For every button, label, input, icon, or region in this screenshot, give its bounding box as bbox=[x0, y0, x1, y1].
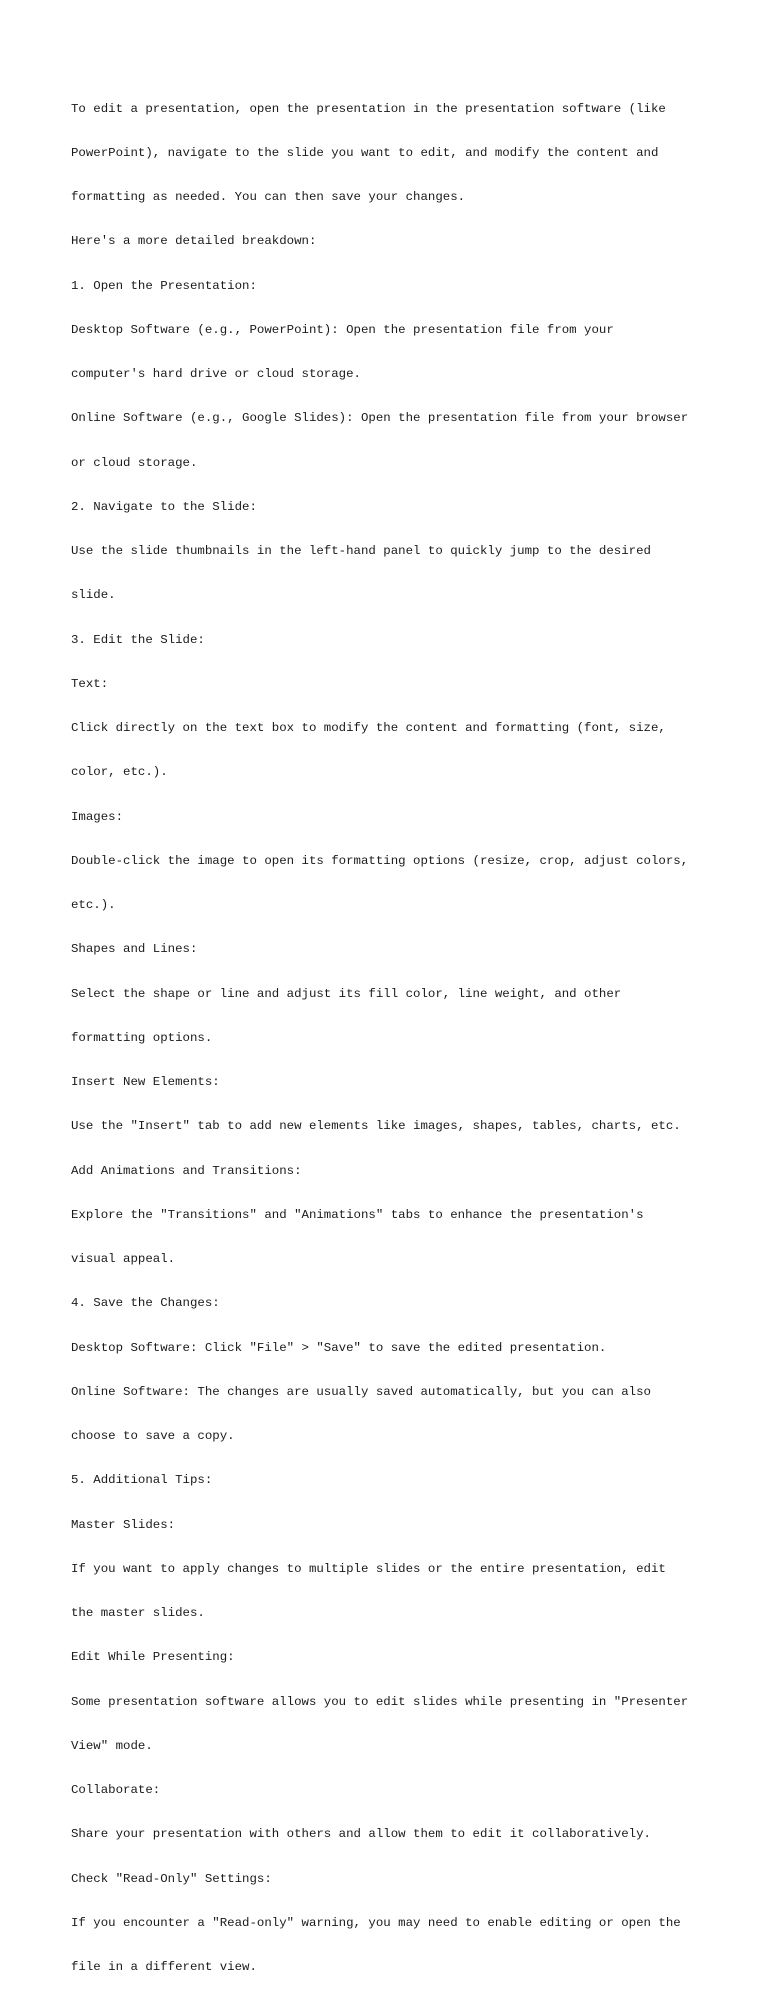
subheading-shapes: Shapes and Lines: bbox=[71, 942, 198, 957]
body-line: computer's hard drive or cloud storage. bbox=[71, 367, 361, 381]
body-line: the master slides. bbox=[71, 1606, 205, 1620]
body-line: Click directly on the text box to modify the content and formatting (font, size, bbox=[71, 721, 666, 735]
body-line: Some presentation software allows you to edit slides while presenting in "Presenter bbox=[71, 1694, 689, 1709]
subheading-images: Images: bbox=[71, 809, 124, 824]
subheading-text: Text: bbox=[71, 676, 109, 691]
body-line: Double-click the image to open its formatting options (resize, crop, adjust colors, bbox=[71, 853, 689, 868]
body-line: If you want to apply changes to multiple slides or the entire presentation, edit bbox=[71, 1561, 666, 1576]
subheading-animations: Add Animations and Transitions: bbox=[71, 1163, 302, 1178]
body-line: etc.). bbox=[71, 898, 116, 912]
body-line: Desktop Software (e.g., PowerPoint): Open the presentation file from your bbox=[71, 322, 614, 337]
subheading-insert: Insert New Elements: bbox=[71, 1075, 220, 1089]
body-line: choose to save a copy. bbox=[71, 1429, 235, 1443]
body-line: slide. bbox=[71, 588, 116, 603]
body-line: Online Software: The changes are usually saved automatically, but you can also bbox=[71, 1384, 651, 1399]
body-line: Use the "Insert" tab to add new elements like images, shapes, tables, charts, etc. bbox=[71, 1119, 681, 1134]
document-body bbox=[71, 72, 751, 1990]
body-line: Share your presentation with others and allow them to edit it collaboratively. bbox=[71, 1827, 651, 1842]
body-line: visual appeal. bbox=[71, 1252, 176, 1266]
breakdown-heading: Here's a more detailed breakdown: bbox=[71, 234, 317, 249]
subheading-master: Master Slides: bbox=[71, 1517, 176, 1532]
intro-line: formatting as needed. You can then save your changes. bbox=[71, 190, 466, 204]
body-line: or cloud storage. bbox=[71, 455, 198, 470]
body-line: Desktop Software: Click "File" > "Save" to save the edited presentation. bbox=[71, 1340, 607, 1355]
body-line: formatting options. bbox=[71, 1030, 213, 1045]
body-line: Explore the "Transitions" and "Animations" tabs to enhance the presentation's bbox=[71, 1207, 644, 1222]
body-line: Online Software (e.g., Google Slides): Open the presentation file from your browser bbox=[71, 411, 689, 426]
intro-line: To edit a presentation, open the presentation in the presentation software (like bbox=[71, 101, 666, 116]
body-line: If you encounter a "Read-only" warning, you may need to enable editing or open the bbox=[71, 1915, 681, 1930]
section-heading-tips: 5. Additional Tips: bbox=[71, 1473, 213, 1488]
body-line: file in a different view. bbox=[71, 1960, 257, 1974]
body-line: Select the shape or line and adjust its fill color, line weight, and other bbox=[71, 986, 622, 1001]
intro-line: PowerPoint), navigate to the slide you want to edit, and modify the content and bbox=[71, 145, 659, 160]
section-heading-edit: 3. Edit the Slide: bbox=[71, 632, 205, 647]
subheading-readonly: Check "Read-Only" Settings: bbox=[71, 1871, 272, 1886]
subheading-collaborate: Collaborate: bbox=[71, 1783, 161, 1797]
body-line: View" mode. bbox=[71, 1738, 153, 1753]
subheading-presenting: Edit While Presenting: bbox=[71, 1650, 235, 1665]
section-heading-open: 1. Open the Presentation: bbox=[71, 278, 257, 293]
body-line: color, etc.). bbox=[71, 765, 168, 780]
section-heading-save: 4. Save the Changes: bbox=[71, 1296, 220, 1311]
body-line: Use the slide thumbnails in the left-hand panel to quickly jump to the desired bbox=[71, 544, 651, 558]
section-heading-navigate: 2. Navigate to the Slide: bbox=[71, 499, 257, 514]
